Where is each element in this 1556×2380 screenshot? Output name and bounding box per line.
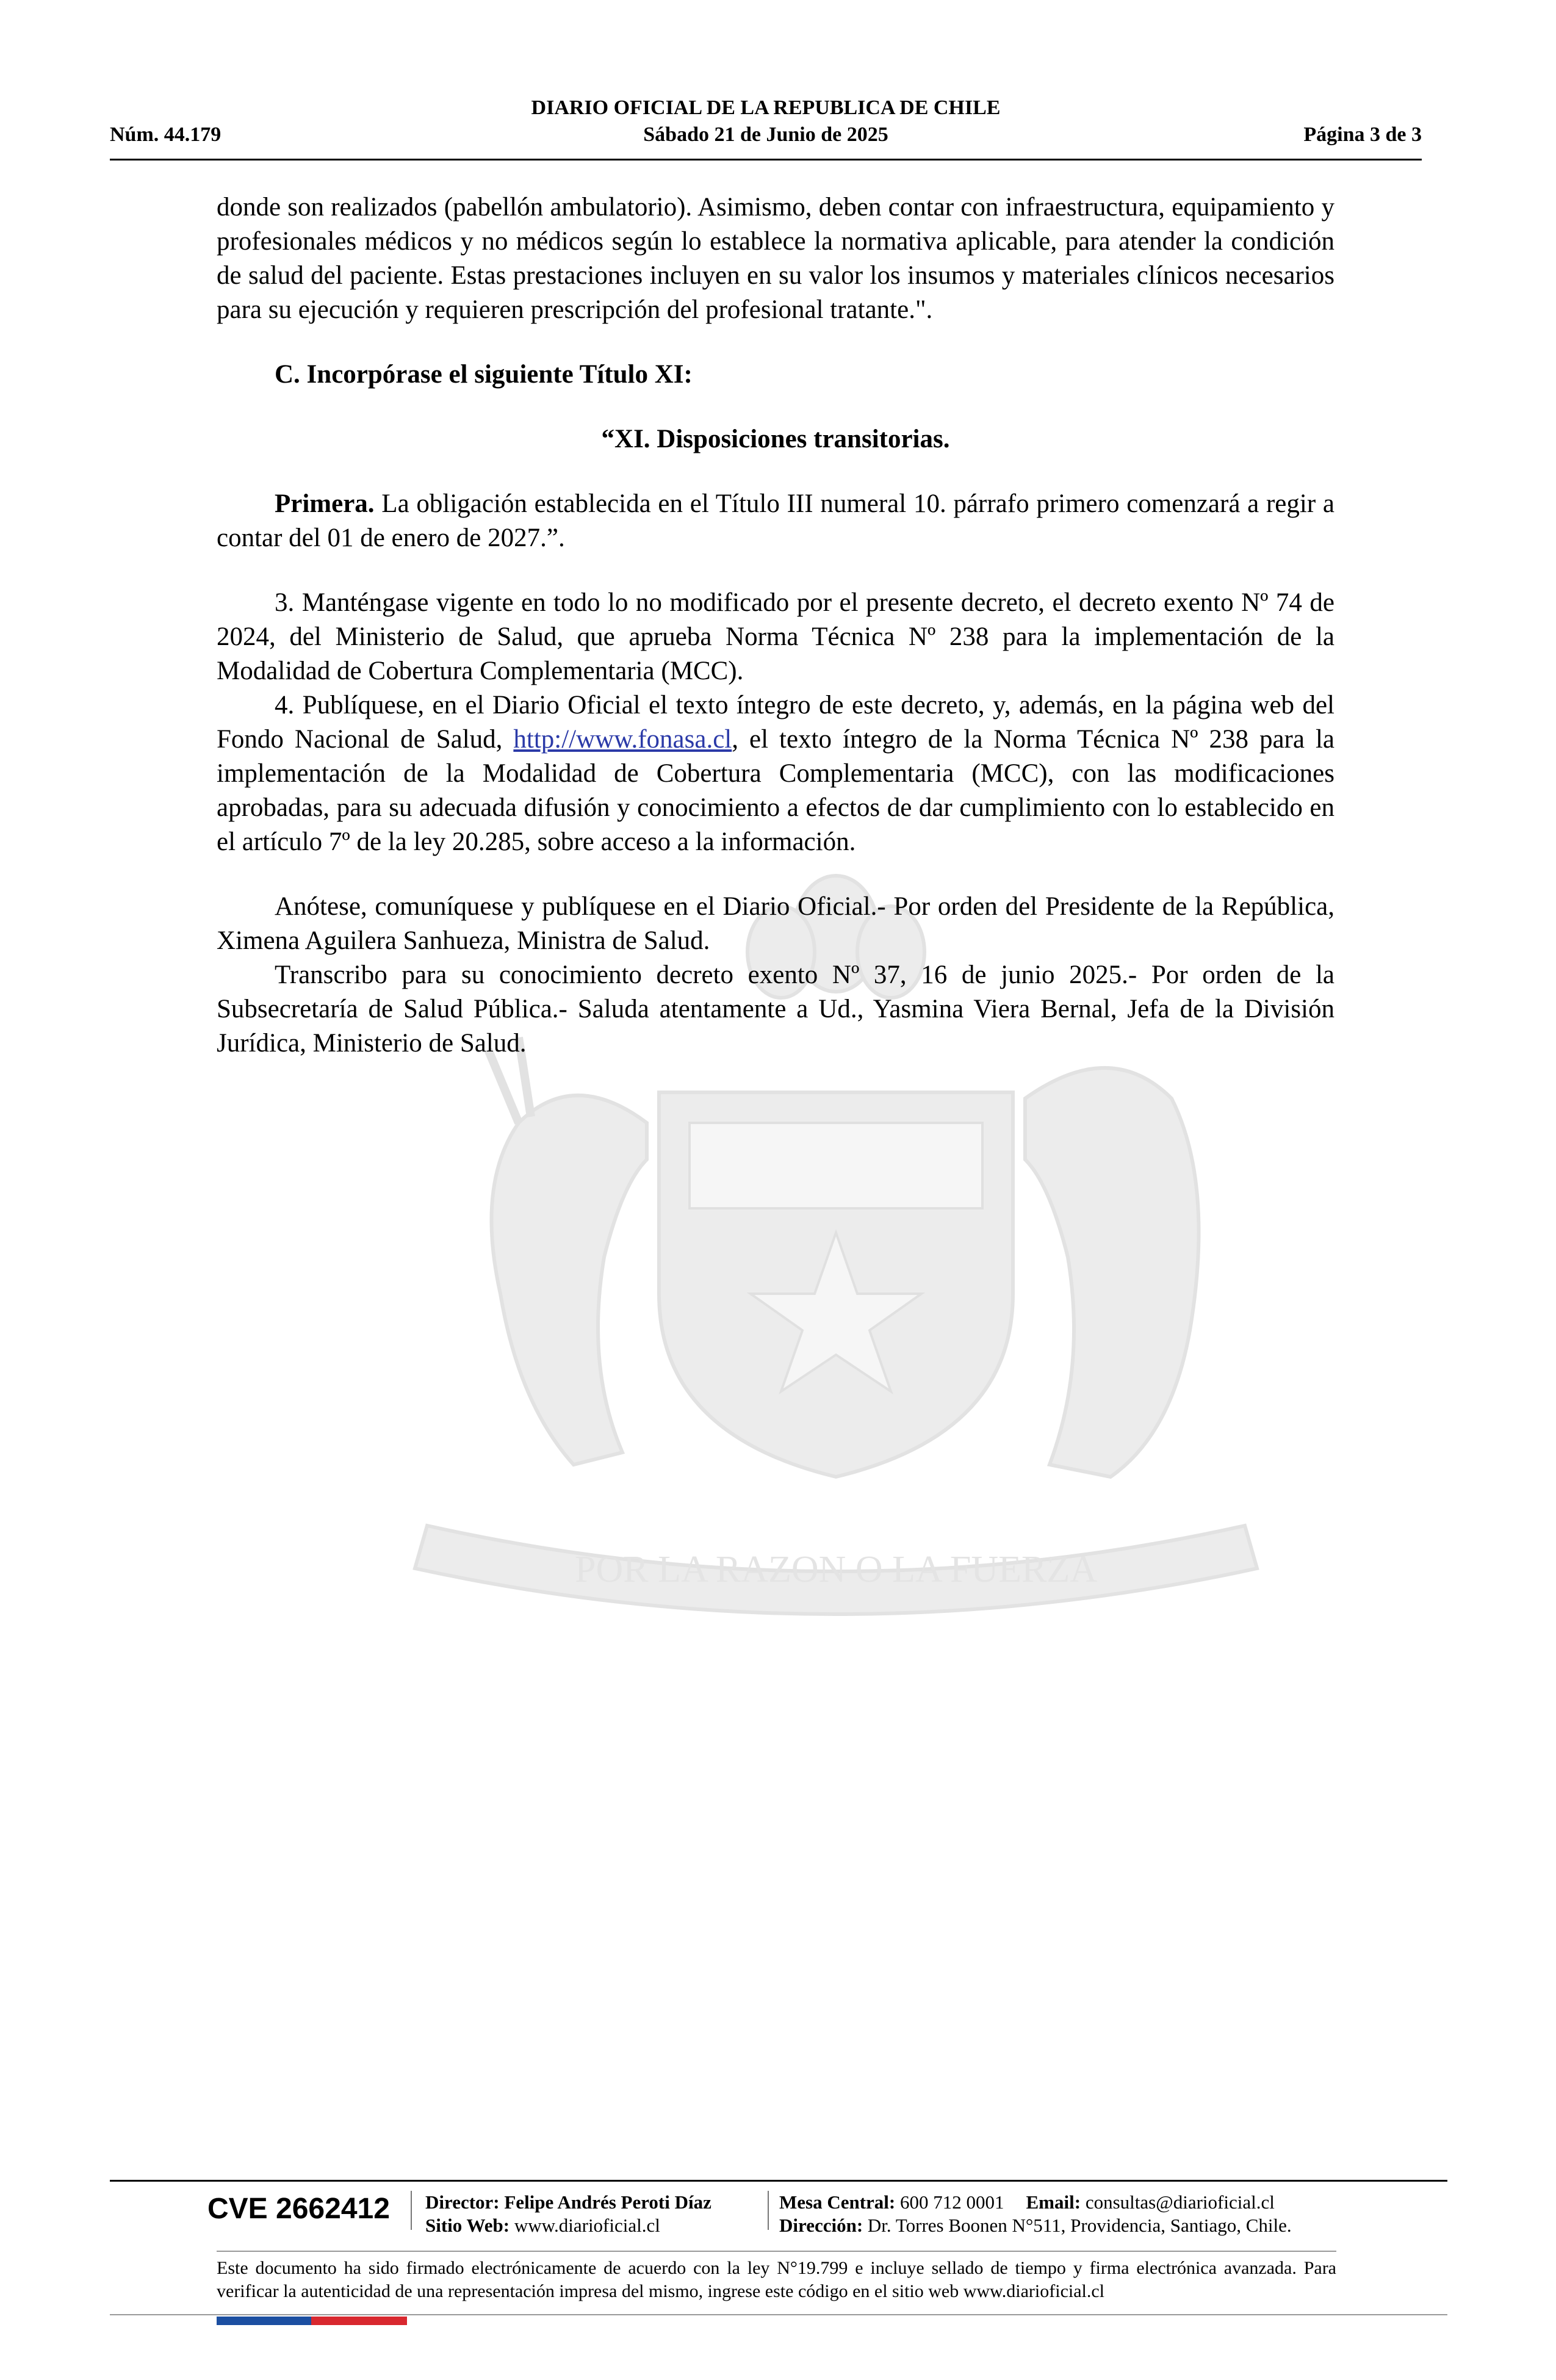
footer-separator [768, 2191, 769, 2230]
footer-director-block [425, 2191, 711, 2237]
footer-divider-top [110, 2180, 1447, 2182]
email-value: consultas@diarioficial.cl [1081, 2191, 1275, 2213]
footer-separator [411, 2191, 412, 2230]
paragraph-transcribo: Transcribo para su conocimiento decreto exento Nº 37, 16 de junio 2025.- Por orden de la Subsecretaría de Salud Pública.- Saluda atentamente a Ud., Yasmina Viera Bernal, Jefa de la División Jurídica, Ministerio de Salud. [217, 961, 1334, 1058]
legal-notice: Este documento ha sido firmado electrónicamente de acuerdo con la ley N°19.799 e incluye sellado de tiempo y firma electrónica avanzada. Para verificar la autenticidad de una representación impresa del mismo, ingrese este código en el sitio web www.diarioficial.cl [217, 2258, 1336, 2301]
flag-stripe-blue [217, 2317, 311, 2325]
website-label: Sitio Web: [425, 2215, 510, 2236]
item4-text-before: 4. Publíquese, en el Diario Oficial el texto íntegro de este decreto, y, además, en la página web del Fondo Nacional de Salud, [217, 691, 1334, 754]
flag-stripe-red [311, 2317, 407, 2325]
paragraph-intro: donde son realizados (pabellón ambulatorio). Asimismo, deben contar con infraestructura, equipamiento y profesionales médicos y no médicos según lo establece la normativa aplicable, para atender la condición de salud del paciente. Estas prestaciones incluyen en su valor los insumos y materiales clínicos necesarios para su ejecución y requieren prescripción del profesional tratante.". [217, 193, 1334, 324]
footer-contact-block [779, 2191, 1292, 2237]
page-number: Página 3 de 3 [1303, 123, 1422, 146]
direccion-label: Dirección: [779, 2215, 863, 2236]
footer-divider-bottom [110, 2314, 1447, 2315]
paragraph-item-3: 3. Manténgase vigente en todo lo no modificado por el presente decreto, el decreto exento Nº 74 de 2024, del Ministerio de Salud, que aprueba Norma Técnica Nº 238 para la implementación de la Modalidad de Cobertura Complementaria (MCC). [217, 588, 1334, 685]
heading-transitional-provisions: “XI. Disposiciones transitorias. [601, 425, 950, 453]
paragraph-item-4 [217, 688, 1334, 859]
mesa-value: 600 712 0001 [895, 2191, 1004, 2213]
cve-code: CVE 2662412 [207, 2193, 390, 2225]
director-label: Director: [425, 2191, 500, 2213]
director-value: Felipe Andrés Peroti Díaz [499, 2191, 711, 2213]
direccion-value: Dr. Torres Boonen N°511, Providencia, Santiago, Chile. [863, 2215, 1292, 2236]
mesa-label: Mesa Central: [779, 2191, 896, 2213]
newspaper-title: DIARIO OFICIAL DE LA REPUBLICA DE CHILE [531, 96, 1001, 119]
footer-divider-middle [217, 2251, 1336, 2252]
primera-text: La obligación establecida en el Título III numeral 10. párrafo primero comenzará a regir a contar del 01 de enero de 2027.”. [217, 489, 1334, 552]
watermark-motto: POR LA RAZON O LA FUERZA [574, 1549, 1098, 1590]
item4-text-after: , el texto íntegro de la Norma Técnica Nº 238 para la implementación de la Modalidad de Cobertura Complementaria (MCC), con las modificaciones aprobadas, para su adecuada difusión y conocimiento a efectos de dar cumplimiento con lo establecido en el artículo 7º de la ley 20.285, sobre acceso a la información. [217, 725, 1334, 856]
issue-number: Núm. 44.179 [110, 123, 222, 146]
primera-label: Primera. [275, 489, 375, 518]
heading-incorporate-title: C. Incorpórase el siguiente Título XI: [275, 360, 693, 389]
paragraph-primera [217, 487, 1334, 555]
page-header [110, 92, 1422, 160]
document-body [217, 190, 1334, 1061]
email-label: Email: [1026, 2191, 1081, 2213]
fonasa-link[interactable]: http://www.fonasa.cl [513, 725, 732, 754]
paragraph-anotese: Anótese, comuníquese y publíquese en el Diario Oficial.- Por orden del Presidente de la República, Ximena Aguilera Sanhueza, Ministra de Salud. [217, 892, 1334, 955]
issue-date: Sábado 21 de Junio de 2025 [643, 123, 888, 146]
website-value: www.diarioficial.cl [510, 2215, 660, 2236]
